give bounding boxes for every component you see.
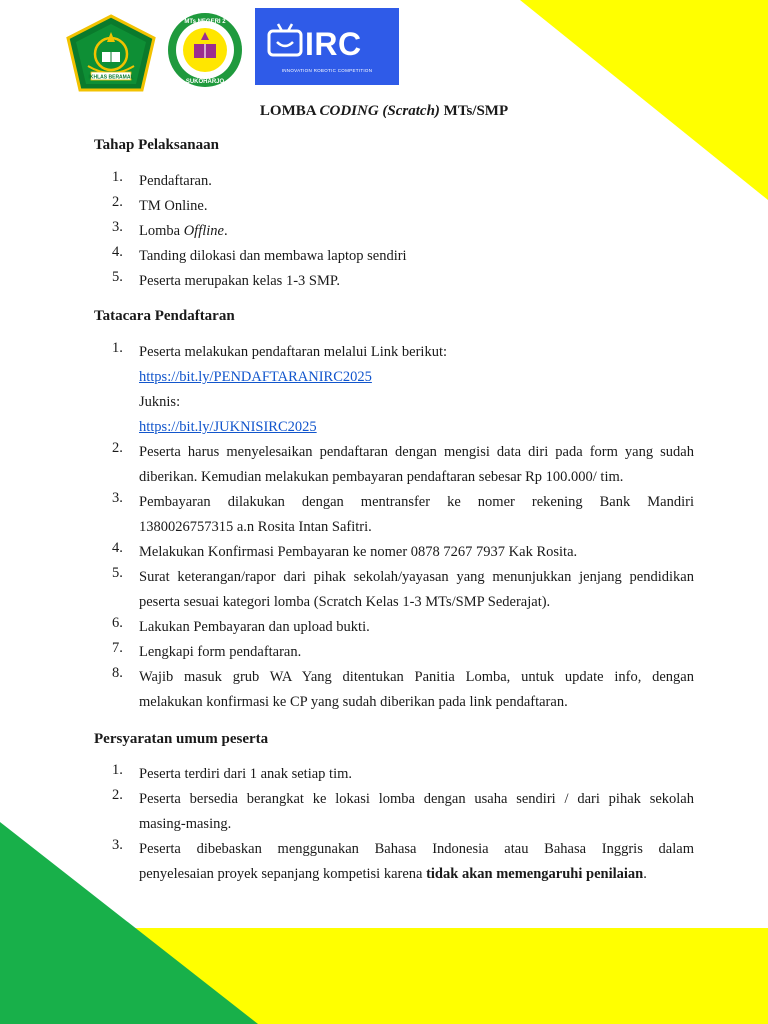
list-item bbox=[94, 640, 694, 665]
kemenag-motto: IKHLAS BERAMAL bbox=[88, 74, 134, 81]
section-heading-persyaratan: Persyaratan umum peserta bbox=[94, 731, 269, 747]
section-heading-tahap: Tahap Pelaksanaan bbox=[94, 137, 219, 153]
list-item-number: 4. bbox=[112, 244, 123, 260]
list-item-text: masing-masing. bbox=[139, 816, 232, 832]
list-item-number: 8. bbox=[112, 665, 123, 681]
list-item-text: Pembayaran dilakukan dengan mentransfer ke nomer rekening Bank Mandiri bbox=[139, 494, 694, 510]
title-italic: CODING (Scratch) bbox=[319, 103, 440, 119]
list-item-text: Peserta merupakan kelas 1-3 SMP. bbox=[139, 273, 340, 289]
list-item bbox=[94, 837, 694, 887]
list-item-number: 1. bbox=[112, 340, 123, 356]
list-item-number: 3. bbox=[112, 219, 123, 235]
list-item-number: 6. bbox=[112, 615, 123, 631]
list-tatacara-pendaftaran bbox=[94, 340, 694, 715]
list-item-text-part: . bbox=[223, 223, 228, 239]
mts-seal-bottom-text: SUKOHARJO bbox=[185, 79, 225, 85]
list-item-text-italic: Offline bbox=[183, 223, 224, 239]
list-item bbox=[94, 440, 694, 490]
juknis-link[interactable]: https://bit.ly/JUKNISIRC2025 bbox=[139, 419, 317, 435]
irc-logo-text: IRC bbox=[305, 26, 362, 62]
list-item bbox=[94, 169, 694, 194]
list-item-text: Peserta dibebaskan menggunakan Bahasa Indonesia atau Bahasa Inggris dalam bbox=[139, 841, 694, 857]
page-title bbox=[0, 103, 768, 120]
list-item-number: 4. bbox=[112, 540, 123, 556]
list-item-number: 2. bbox=[112, 440, 123, 456]
list-item-text: TM Online. bbox=[139, 198, 208, 214]
list-item bbox=[94, 615, 694, 640]
list-item bbox=[94, 340, 694, 440]
list-item-text: Peserta harus menyelesaikan pendaftaran dengan mengisi data diri pada form yang sudah bbox=[139, 444, 694, 460]
list-item bbox=[94, 219, 694, 244]
irc-robot-icon bbox=[267, 22, 303, 60]
list-item-text: 1380026757315 a.n Rosita Intan Safitri. bbox=[139, 519, 372, 535]
list-item-text-bold: tidak akan memengaruhi penilaian bbox=[426, 866, 644, 882]
list-item bbox=[94, 787, 694, 837]
list-item-number: 5. bbox=[112, 269, 123, 285]
list-item-text-part: Lomba bbox=[139, 223, 184, 239]
list-item-text: Surat keterangan/rapor dari pihak sekolah/yayasan yang menunjukkan jenjang pendidikan bbox=[139, 569, 694, 585]
title-suffix: MTs/SMP bbox=[439, 103, 509, 119]
list-item bbox=[94, 244, 694, 269]
list-item bbox=[94, 565, 694, 615]
list-item-text: peserta sesuai kategori lomba (Scratch Kelas 1-3 MTs/SMP Sederajat). bbox=[139, 594, 551, 610]
list-item-text: Peserta bersedia berangkat ke lokasi lomba dengan usaha sendiri / dari pihak sekolah bbox=[139, 791, 694, 807]
list-item bbox=[94, 762, 694, 787]
list-item-text bbox=[139, 219, 694, 244]
list-item bbox=[94, 269, 694, 294]
list-item-text: Melakukan Konfirmasi Pembayaran ke nomer 0878 7267 7937 Kak Rosita. bbox=[139, 544, 578, 560]
list-item-number: 7. bbox=[112, 640, 123, 656]
list-item-text-part: penyelesaian proyek sepanjang kompetisi karena bbox=[139, 866, 427, 882]
list-item-text-part: . bbox=[643, 866, 647, 882]
list-item-text bbox=[139, 862, 694, 887]
list-item-text: Peserta melakukan pendaftaran melalui Link berikut: bbox=[139, 344, 448, 360]
list-item bbox=[94, 490, 694, 540]
list-item-text: Peserta terdiri dari 1 anak setiap tim. bbox=[139, 766, 352, 782]
list-item-number: 1. bbox=[112, 169, 123, 185]
list-item-number: 5. bbox=[112, 565, 123, 581]
list-item bbox=[94, 540, 694, 565]
list-item-number: 2. bbox=[112, 787, 123, 803]
irc-logo bbox=[255, 8, 399, 85]
list-item bbox=[94, 665, 694, 715]
list-item-number: 2. bbox=[112, 194, 123, 210]
list-tahap-pelaksanaan bbox=[94, 169, 694, 294]
kemenag-emblem-icon bbox=[66, 14, 156, 92]
mts-negeri-seal-icon bbox=[166, 10, 244, 90]
list-item-text: melakukan konfirmasi ke CP yang sudah diberikan pada link pendaftaran. bbox=[139, 694, 568, 710]
list-item bbox=[94, 194, 694, 219]
list-item-number: 1. bbox=[112, 762, 123, 778]
section-heading-tatacara: Tatacara Pendaftaran bbox=[94, 308, 235, 324]
list-item-number: 3. bbox=[112, 490, 123, 506]
list-item-text: Tanding dilokasi dan membawa laptop sendiri bbox=[139, 248, 407, 264]
title-prefix: LOMBA bbox=[259, 103, 320, 119]
juknis-label: Juknis: bbox=[139, 394, 181, 410]
list-item-number: 3. bbox=[112, 837, 123, 853]
registration-link[interactable]: https://bit.ly/PENDAFTARANIRC2025 bbox=[139, 369, 372, 385]
list-persyaratan-umum bbox=[94, 762, 694, 887]
list-item-text: Wajib masuk grub WA Yang ditentukan Panitia Lomba, untuk update info, dengan bbox=[139, 669, 694, 685]
list-item-text: Lengkapi form pendaftaran. bbox=[139, 644, 302, 660]
list-item-text: Pendaftaran. bbox=[139, 173, 212, 189]
list-item-text: Lakukan Pembayaran dan upload bukti. bbox=[139, 619, 370, 635]
list-item-text: diberikan. Kemudian melakukan pembayaran pendaftaran sebesar Rp 100.000/ tim. bbox=[139, 469, 624, 485]
irc-tagline: INNOVATION ROBOTIC COMPETITION bbox=[281, 68, 373, 73]
mts-seal-top-text: MTs NEGERI 2 bbox=[184, 19, 226, 25]
